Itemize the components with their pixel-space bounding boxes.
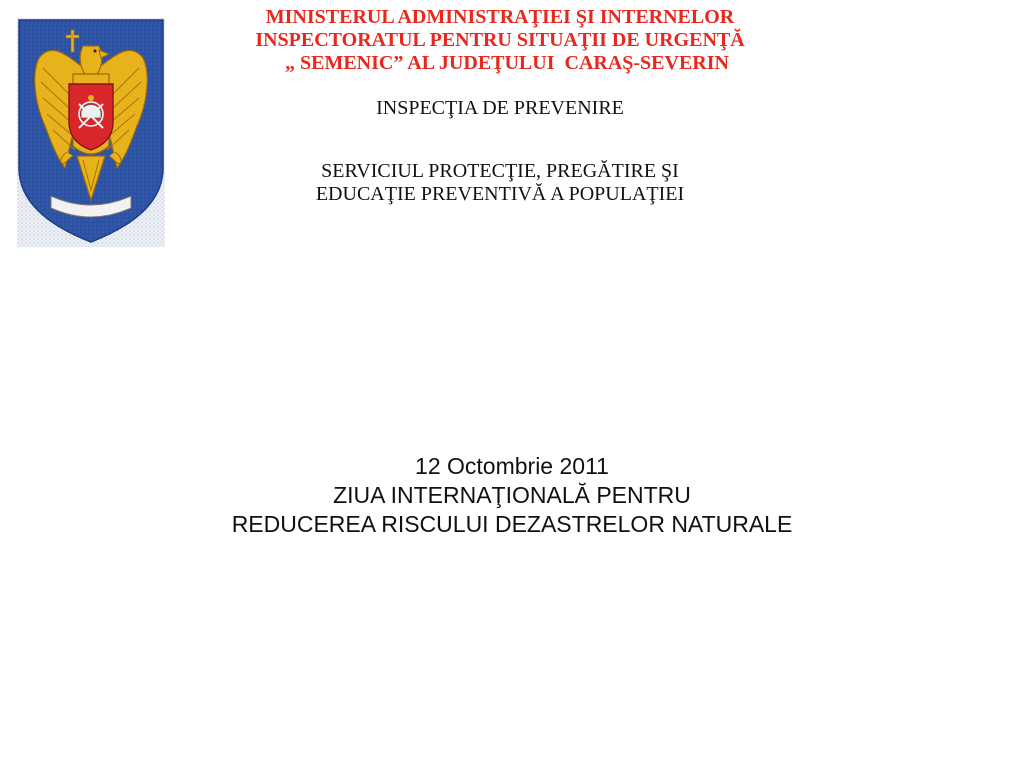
coat-of-arms-emblem — [17, 18, 165, 247]
ministry-title: MINISTERUL ADMINISTRAŢIEI ŞI INTERNELOR — [265, 6, 735, 28]
department-title: INSPECŢIA DE PREVENIRE — [376, 97, 624, 119]
event-date: 12 Octombrie 2011 — [415, 453, 609, 479]
coat-of-arms-icon — [17, 18, 165, 247]
county-title: „ SEMENIC” AL JUDEŢULUI CARAŞ-SEVERIN — [285, 52, 729, 74]
service-block — [170, 160, 830, 206]
event-title-line-2: REDUCEREA RISCULUI DEZASTRELOR NATURALE — [231, 511, 793, 537]
inspectorate-title: INSPECTORATUL PENTRU SITUAŢII DE URGENŢĂ — [255, 29, 745, 51]
service-line-2: EDUCAŢIE PREVENTIVĂ A POPULAŢIEI — [315, 183, 685, 205]
event-title-line-1: ZIUA INTERNAŢIONALĂ PENTRU — [333, 482, 691, 508]
ministry-header — [170, 6, 830, 75]
event-block — [60, 452, 964, 539]
service-line-1: SERVICIUL PROTECŢIE, PREGĂTIRE ŞI — [321, 160, 679, 182]
department-block — [170, 97, 830, 120]
